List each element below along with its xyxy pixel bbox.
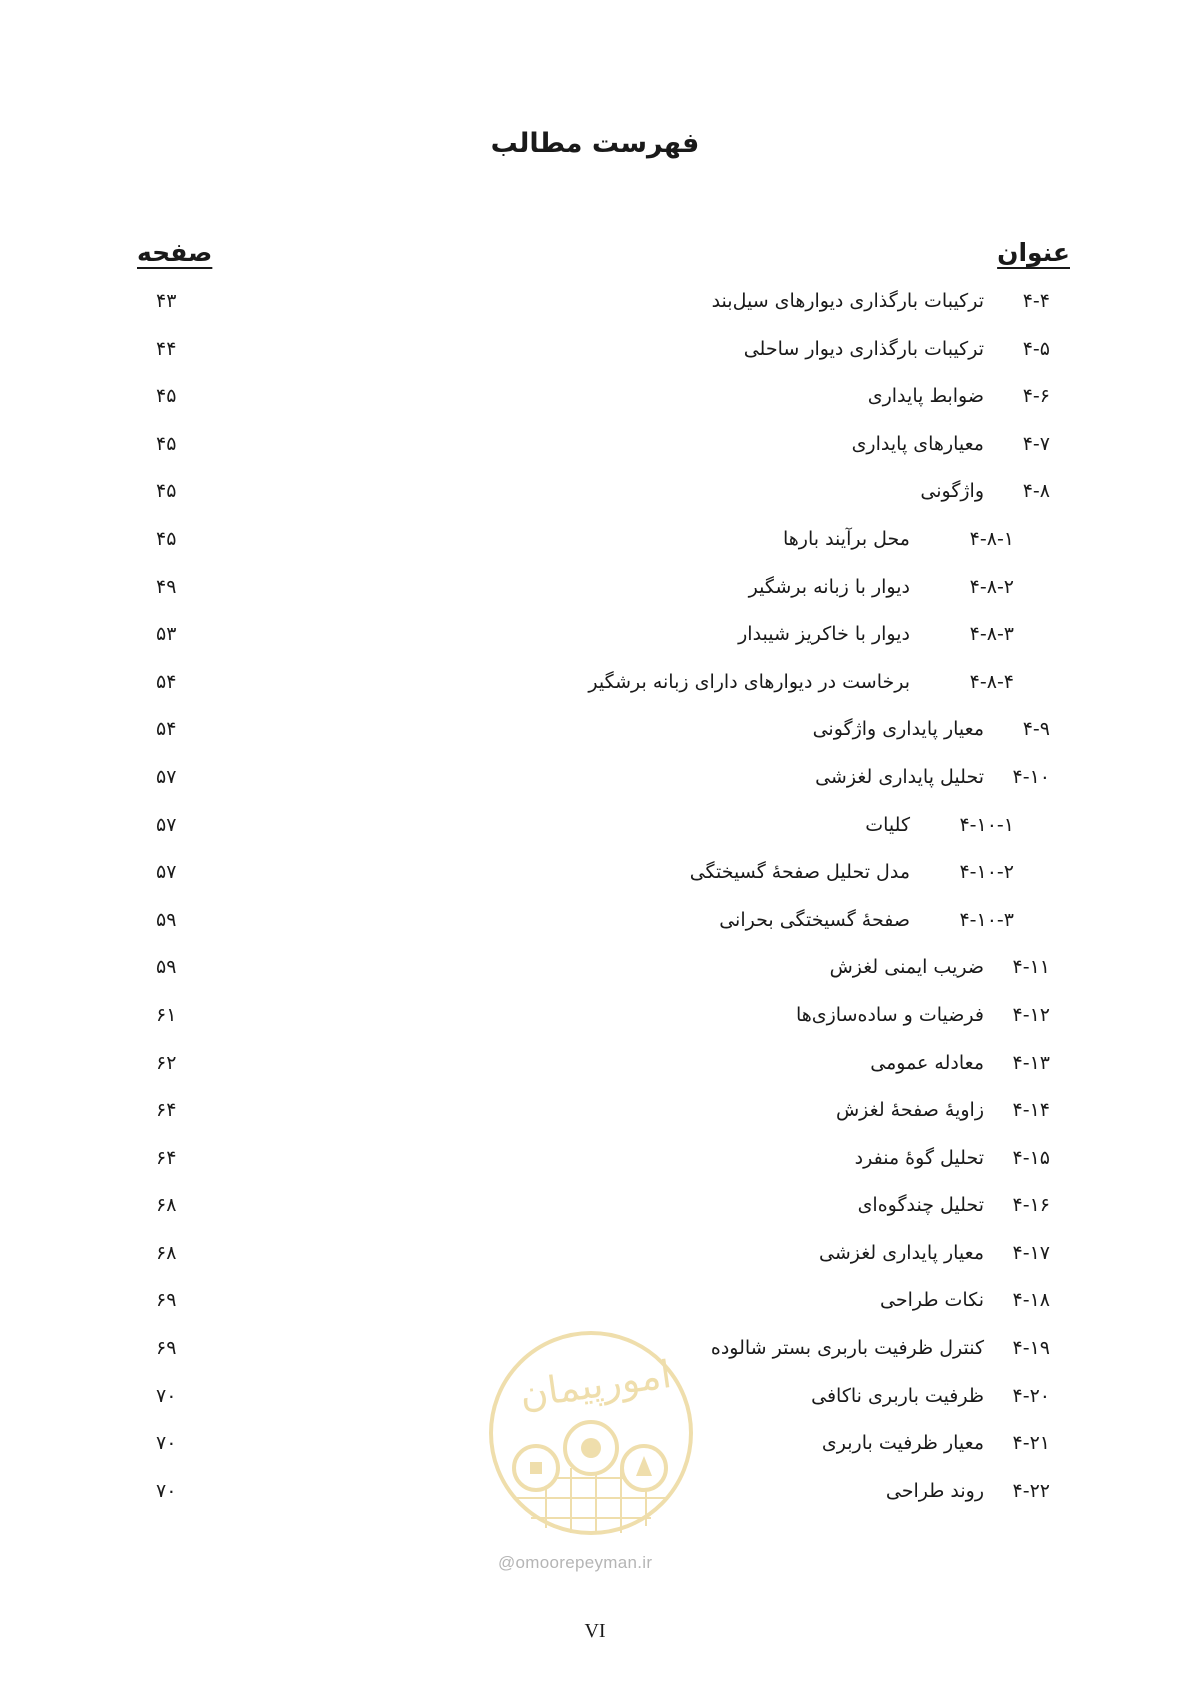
toc-subentry	[0, 667, 1190, 715]
toc-entry	[0, 1048, 1190, 1096]
toc-entry-page: ۶۲	[156, 1051, 177, 1074]
toc-entry-page: ۵۳	[156, 623, 177, 646]
watermark-url: @omoorepeyman.ir	[498, 1553, 653, 1572]
toc-entry-title: ضریب ایمنی لغزش	[829, 956, 984, 979]
toc-entry-number: ۴-۷	[1022, 432, 1050, 455]
toc-entry-title: ظرفیت باربری ناکافی	[811, 1384, 984, 1407]
toc-entry-title: محل برآیند بارها	[782, 527, 910, 550]
toc-entry-number: ۴-۱۴	[1012, 1099, 1050, 1122]
toc-entry-number: ۴-۲۱	[1012, 1432, 1050, 1455]
toc-entry	[0, 1143, 1190, 1191]
toc-entry-page: ۶۱	[156, 1003, 177, 1026]
toc-entry	[0, 1333, 1190, 1381]
toc-entry-page: ۶۴	[156, 1099, 177, 1122]
toc-entry-page: ۷۰	[156, 1384, 177, 1407]
toc-subentry	[0, 572, 1190, 620]
toc-entry	[0, 1285, 1190, 1333]
toc-entry-title: ترکیبات بارگذاری دیوار ساحلی	[743, 337, 984, 360]
toc-entry-page: ۶۹	[156, 1337, 177, 1360]
toc-entry-page: ۵۴	[156, 718, 177, 741]
toc-entry-page: ۴۳	[156, 290, 177, 312]
toc-entry-page: ۵۷	[156, 861, 177, 884]
toc-subentry	[0, 524, 1190, 572]
toc-entry-number: ۴-۲۲	[1012, 1479, 1050, 1502]
toc-entry-number: ۴-۱۰-۲	[959, 861, 1014, 884]
toc-entry-number: ۴-۱۳	[1012, 1051, 1050, 1074]
toc-entry	[0, 381, 1190, 429]
toc-entry-title: کنترل ظرفیت باربری بستر شالوده	[710, 1337, 984, 1360]
toc-entry-page: ۶۸	[156, 1194, 177, 1217]
toc-entry-title: تحلیل گوهٔ منفرد	[854, 1146, 984, 1169]
toc-entry-title: برخاست در دیوارهای دارای زبانه برشگیر	[588, 670, 910, 693]
toc-entry-number: ۴-۲۰	[1012, 1384, 1050, 1407]
toc-entry-number: ۴-۱۱	[1012, 956, 1050, 979]
toc-entry-number: ۴-۱۸	[1012, 1289, 1050, 1312]
toc-entry-page: ۵۷	[156, 813, 177, 836]
toc-entry-title: کلیات	[865, 813, 910, 836]
toc-entry	[0, 1428, 1190, 1476]
toc-subentry	[0, 905, 1190, 953]
toc-entry	[0, 334, 1190, 382]
toc-entry	[0, 1381, 1190, 1429]
toc-subentry	[0, 810, 1190, 858]
toc-entry	[0, 1238, 1190, 1286]
toc-subentry	[0, 619, 1190, 667]
toc-entry-title: ضوابط پایداری	[867, 385, 984, 408]
toc-list	[0, 286, 1190, 1523]
toc-entry-page: ۴۵	[156, 385, 177, 408]
toc-entry-number: ۴-۱۰-۳	[959, 908, 1014, 931]
toc-entry-number: ۴-۸-۴	[969, 670, 1014, 693]
toc-entry-number: ۴-۱۲	[1012, 1003, 1050, 1026]
toc-entry-page: ۶۸	[156, 1241, 177, 1264]
toc-entry-title: دیوار با خاکریز شیبدار	[738, 623, 910, 646]
toc-entry	[0, 429, 1190, 477]
toc-entry	[0, 476, 1190, 524]
toc-entry-title: تحلیل پایداری لغزشی	[815, 765, 984, 788]
toc-entry-title: مدل تحلیل صفحهٔ گسیختگی	[689, 861, 910, 884]
toc-entry-title: معیار ظرفیت باربری	[821, 1432, 984, 1455]
toc-entry-number: ۴-۴	[1022, 290, 1050, 312]
toc-subentry	[0, 857, 1190, 905]
toc-entry	[0, 1000, 1190, 1048]
toc-entry-title: دیوار با زبانه برشگیر	[748, 575, 910, 598]
toc-entry-page: ۶۴	[156, 1146, 177, 1169]
watermark-logo-text: امورپیمان	[517, 1351, 675, 1417]
toc-entry-number: ۴-۹	[1022, 718, 1050, 741]
toc-entry-title: معیارهای پایداری	[851, 432, 984, 455]
toc-entry-page: ۵۴	[156, 670, 177, 693]
toc-entry	[0, 714, 1190, 762]
title-column-header: عنوان	[997, 238, 1070, 267]
toc-entry	[0, 1095, 1190, 1143]
toc-entry-number: ۴-۵	[1022, 337, 1050, 360]
toc-entry-number: ۴-۸-۳	[969, 623, 1014, 646]
toc-entry-page: ۴۴	[156, 337, 177, 360]
toc-entry-number: ۴-۱۰	[1012, 765, 1050, 788]
page-number: VI	[584, 1620, 606, 1642]
toc-entry-page: ۴۵	[156, 527, 177, 550]
toc-entry	[0, 1476, 1190, 1524]
page-column-header: صفحه	[137, 238, 213, 267]
toc-entry-title: روند طراحی	[885, 1479, 984, 1502]
toc-entry-number: ۴-۱۰-۱	[959, 813, 1014, 836]
toc-entry-title: فرضیات و ساده‌سازی‌ها	[795, 1003, 984, 1026]
toc-entry-title: معیار پایداری واژگونی	[812, 718, 984, 741]
toc-entry-number: ۴-۱۹	[1012, 1337, 1050, 1360]
toc-entry-number: ۴-۱۷	[1012, 1241, 1050, 1264]
toc-entry-number: ۴-۸-۲	[969, 575, 1014, 598]
toc-entry-page: ۵۷	[156, 765, 177, 788]
page-title: فهرست مطالب	[490, 128, 700, 159]
toc-entry-title: معادله عمومی	[870, 1051, 984, 1074]
toc-entry	[0, 762, 1190, 810]
toc-entry-title: معیار پایداری لغزشی	[819, 1241, 984, 1264]
toc-entry-page: ۴۵	[156, 432, 177, 455]
toc-entry-page: ۵۹	[156, 956, 177, 979]
toc-entry-page: ۴۹	[156, 575, 177, 598]
toc-entry-title: ترکیبات بارگذاری دیوارهای سیل‌بند	[711, 290, 984, 312]
toc-entry-title: صفحهٔ گسیختگی بحرانی	[719, 908, 910, 931]
toc-entry-number: ۴-۶	[1022, 385, 1050, 408]
toc-entry-title: تحلیل چندگوه‌ای	[857, 1194, 984, 1217]
toc-entry-number: ۴-۸	[1022, 480, 1050, 503]
toc-entry-title: نکات طراحی	[880, 1289, 984, 1312]
toc-entry-number: ۴-۱۵	[1012, 1146, 1050, 1169]
toc-entry-page: ۷۰	[156, 1432, 177, 1455]
toc-entry	[0, 952, 1190, 1000]
toc-entry	[0, 1190, 1190, 1238]
toc-entry-number: ۴-۱۶	[1012, 1194, 1050, 1217]
toc-entry-page: ۴۵	[156, 480, 177, 503]
toc-entry-page: ۶۹	[156, 1289, 177, 1312]
toc-entry-title: زاویهٔ صفحهٔ لغزش	[835, 1099, 984, 1122]
toc-entry-page: ۵۹	[156, 908, 177, 931]
toc-entry-number: ۴-۸-۱	[969, 527, 1014, 550]
toc-entry	[0, 286, 1190, 334]
toc-entry-page: ۷۰	[156, 1479, 177, 1502]
toc-entry-title: واژگونی	[920, 480, 984, 503]
